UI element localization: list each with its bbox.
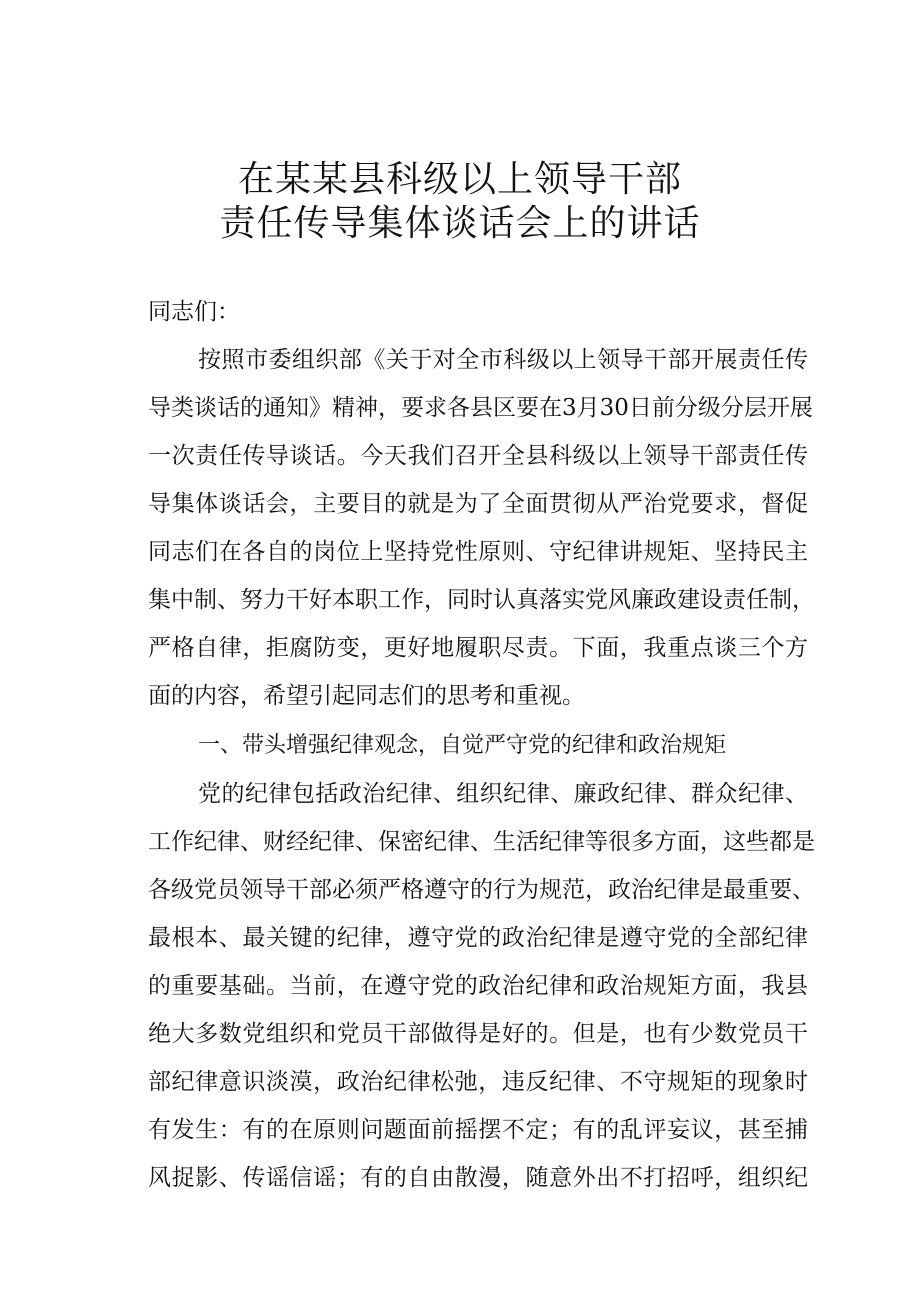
document-title-line-1: 在某某县科级以上领导干部 (237, 159, 682, 200)
paragraph-2-line: 的重要基础。当前，在遵守党的政治纪律和政治规矩方面，我县 (148, 973, 808, 999)
paragraph-2-line: 有发生：有的在原则问题面前摇摆不定；有的乱评妄议，甚至捕 (148, 1117, 808, 1143)
paragraph-2-line: 最根本、最关键的纪律，遵守党的政治纪律是遵守党的全部纪律 (148, 925, 808, 951)
paragraph-1-line: 导类谈话的通知》精神，要求各县区要在3月30日前分级分层开展 (148, 395, 813, 421)
document-title-line-2: 责任传导集体谈话会上的讲话 (219, 203, 701, 244)
paragraph-2-line: 各级党员领导干部必须严格遵守的行为规范，政治纪律是最重要、 (148, 877, 815, 903)
paragraph-2-line: 风捉影、传谣信谣；有的自由散漫，随意外出不打招呼，组织纪 (148, 1165, 808, 1191)
paragraph-1-line: 导集体谈话会，主要目的就是为了全面贯彻从严治党要求，督促 (148, 491, 808, 517)
paragraph-1-line: 集中制、努力干好本职工作，同时认真落实党风廉政建设责任制， (148, 587, 815, 613)
paragraph-2-line: 工作纪律、财经纪律、保密纪律、生活纪律等很多方面，这些都是 (148, 829, 815, 855)
paragraph-1-line: 面的内容，希望引起同志们的思考和重视。 (148, 683, 585, 709)
section-1-heading: 一、带头增强纪律观念，自觉严守党的纪律和政治规矩 (198, 733, 727, 758)
paragraph-2-line: 党的纪律包括政治纪律、组织纪律、廉政纪律、群众纪律、 (198, 781, 808, 807)
paragraph-1-line: 严格自律，拒腐防变，更好地履职尽责。下面，我重点谈三个方 (148, 635, 808, 661)
salutation: 同志们： (148, 299, 240, 325)
paragraph-2-line: 部纪律意识淡漠，政治纪律松弛，违反纪律、不守规矩的现象时 (148, 1069, 808, 1095)
paragraph-1-line: 按照市委组织部《关于对全市科级以上领导干部开展责任传 (198, 347, 808, 373)
paragraph-1-line: 一次责任传导谈话。今天我们召开全县科级以上领导干部责任传 (148, 443, 808, 469)
paragraph-1-line: 同志们在各自的岗位上坚持党性原则、守纪律讲规矩、坚持民主 (148, 539, 808, 565)
paragraph-2-line: 绝大多数党组织和党员干部做得是好的。但是，也有少数党员干 (148, 1021, 808, 1047)
